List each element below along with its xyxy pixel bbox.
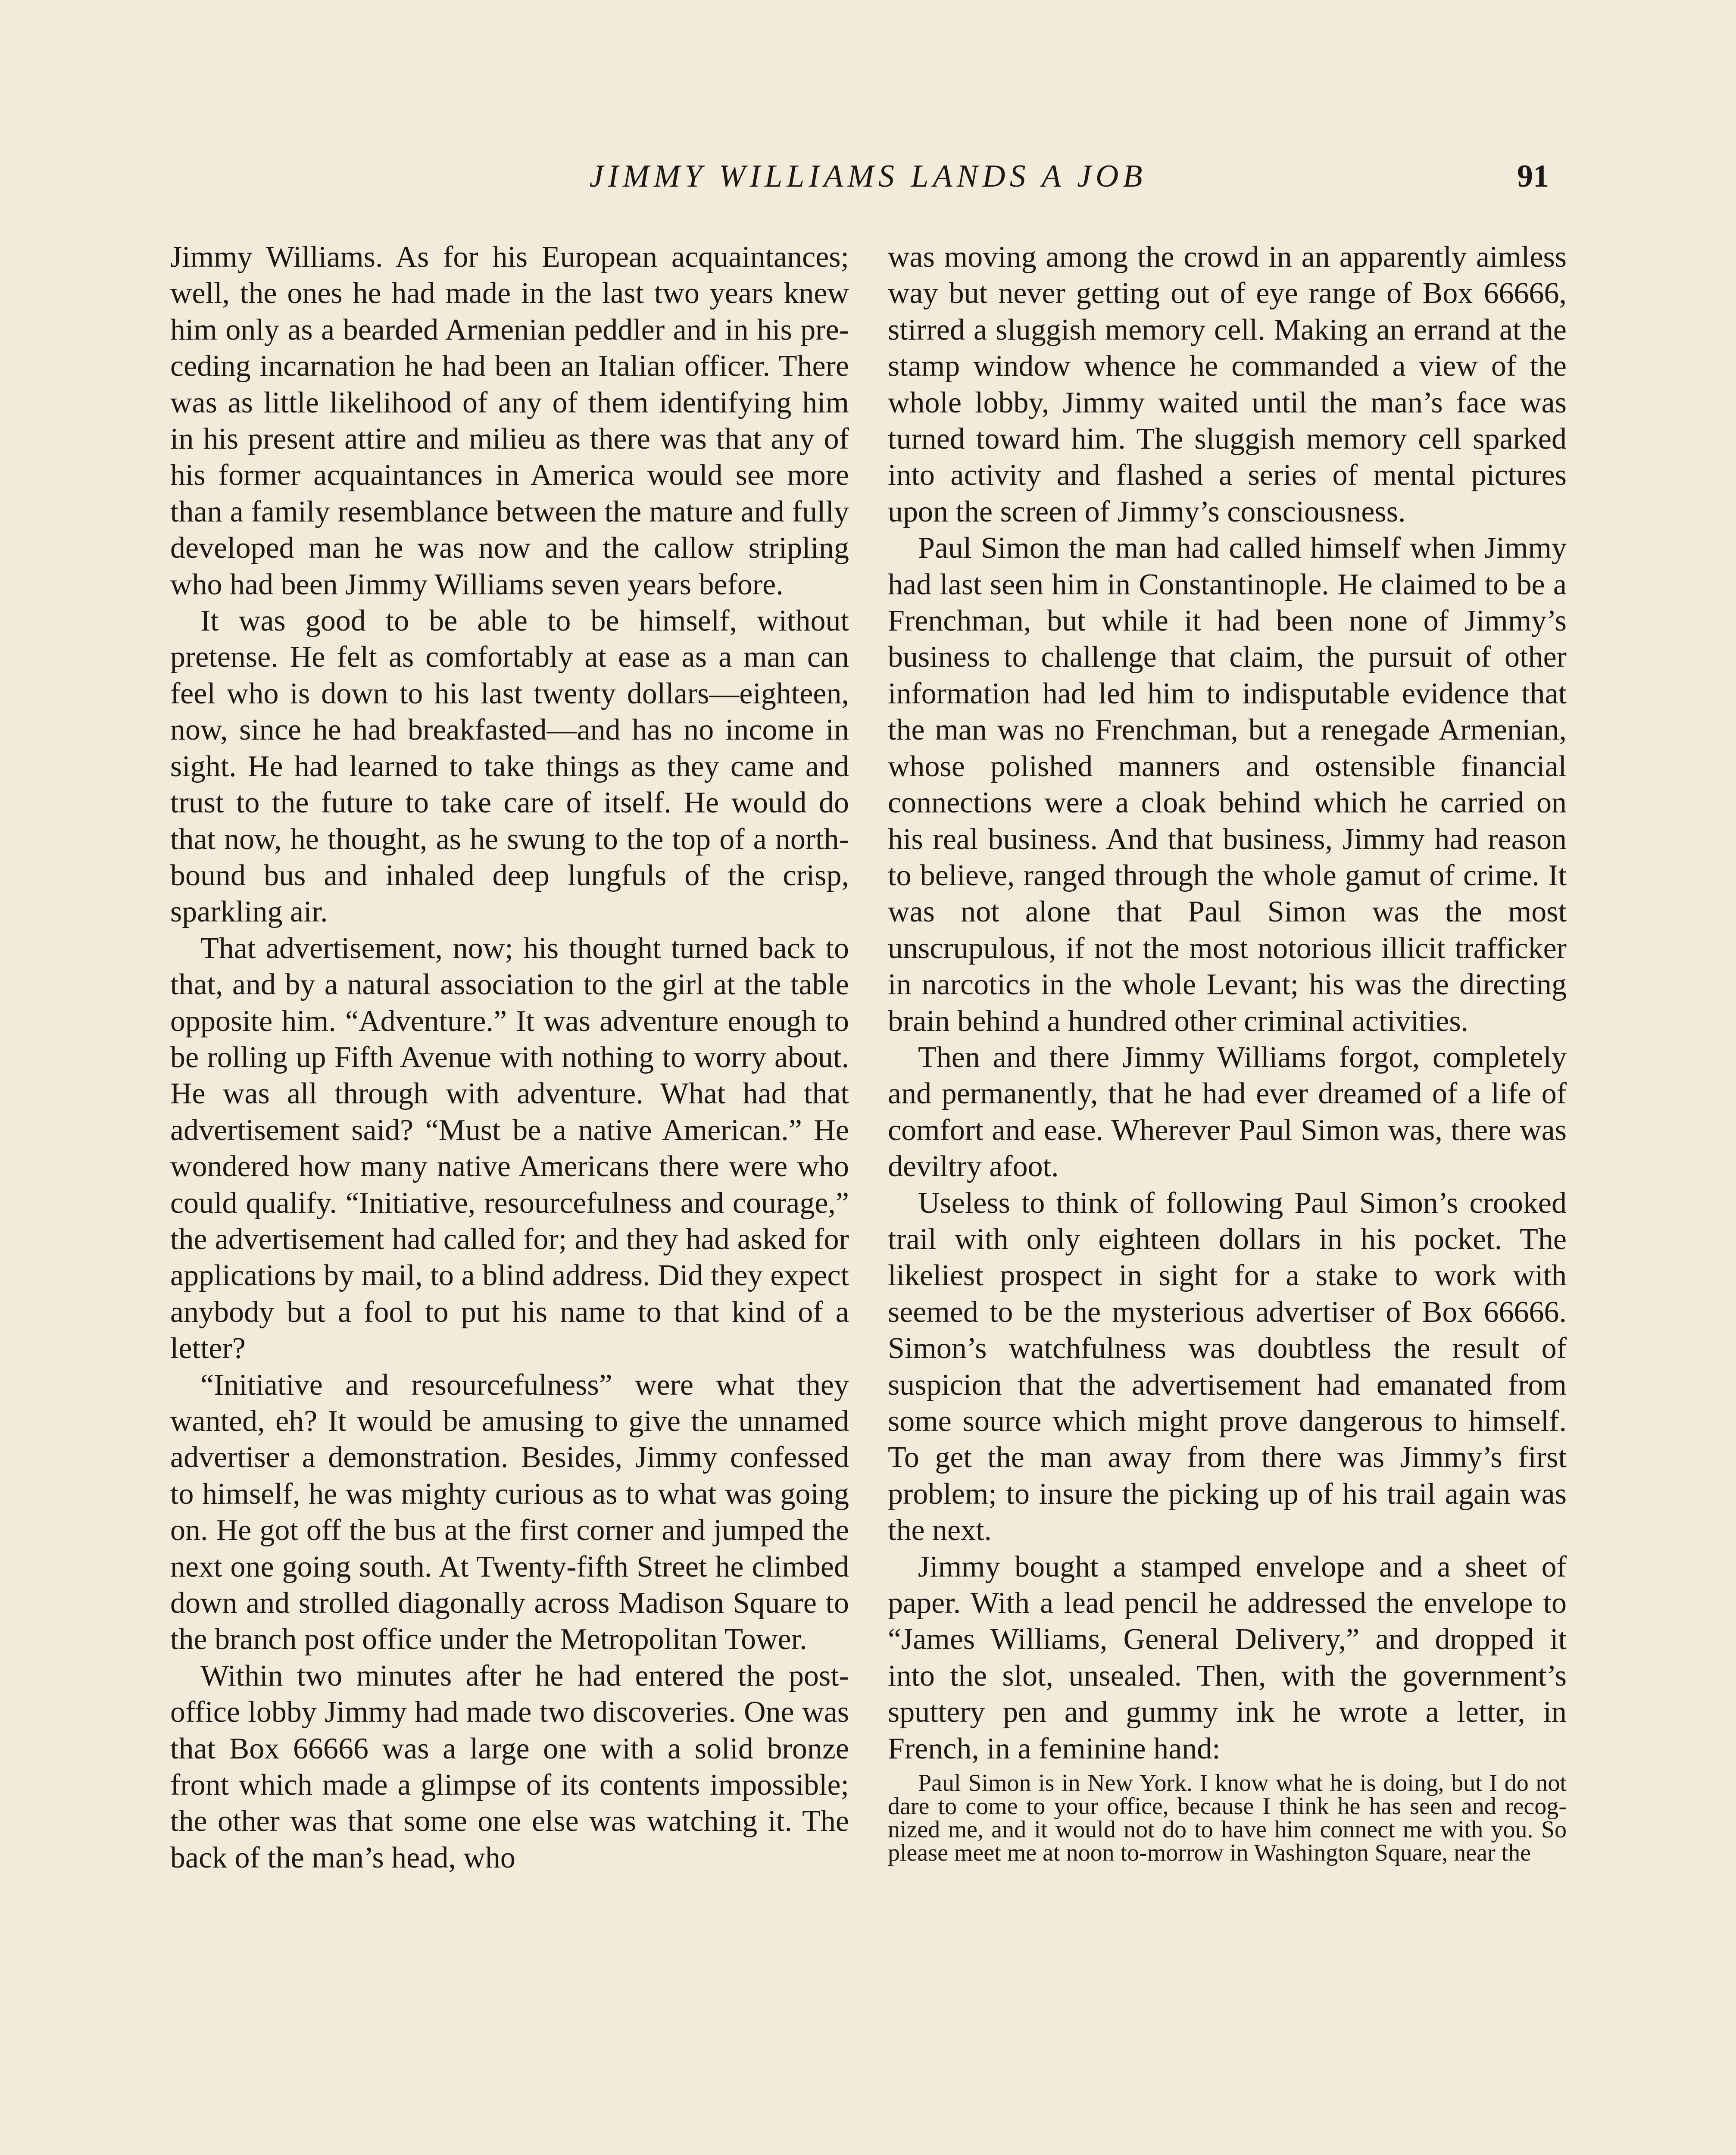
paragraph: was moving among the crowd in an apparently aimless way but never getting out of eye range of Box 66666, stirred a sluggish memory cell. Making an errand at the stamp window whence he commanded a view of the whole lobby, Jimmy waited until the man’s face was turned toward him. The sluggish memory cell sparked into activity and flashed a series of mental pictures upon the screen of Jimmy’s consciousness. xyxy=(888,240,1567,528)
running-header-title: JIMMY WILLIAMS LANDS A JOB xyxy=(589,159,1147,194)
paragraph: Jimmy Williams. As for his European acquaintances; well, the ones he had made in the last two years knew him only as a bearded Armenian peddler and in his preceding incarnation he had been an Italian officer. There was as little likelihood of any of them identifying him in his present attire and milieu as there was that any of his former acquaintances in America would see more than a family resemblance between the mature and fully developed man he was now and the callow stripling who had been Jimmy Williams seven years before. xyxy=(170,240,849,601)
paragraph: “Initiative and resourcefulness” were what they wanted, eh? It would be amusing to give the unnamed advertiser a demonstration. Besides, Jimmy confessed to himself, he was mighty curious as to what was going on. He got off the bus at the first corner and jumped the next one going south. At Twenty-fifth Street he climbed down and strolled diagonally across Madison Square to the branch post office under the Metropolitan Tower. xyxy=(170,1368,849,1656)
paragraph: Within two minutes after he had entered the post-office lobby Jimmy had made two discoveries. One was that Box 66666 was a large one with a solid bronze front which made a glimpse of its contents impossible; the other was that some one else was watching it. The back of the man’s head, who xyxy=(170,1659,849,1874)
paragraph: It was good to be able to be himself, without pretense. He felt as comfortably at ease as a man can feel who is down to his last twenty dollars—eighteen, now, since he had breakfasted—and has no income in sight. He had learned to take things as they came and trust to the future to take care of itself. He would do that now, he thought, as he swung to the top of a northbound bus and inhaled deep lungfuls of the crisp, sparkling air. xyxy=(170,604,849,929)
page-number: 91 xyxy=(1517,159,1549,194)
paragraph: Useless to think of following Paul Simon’s crooked trail with only eighteen dollars in his pocket. The likeliest prospect in sight for a stake to work with seemed to be the mysterious advertiser of Box 66666. Simon’s watchfulness was doubtless the result of suspicion that the advertisement had emanated from some source which might prove dangerous to himself. To get the man away from there was Jimmy’s first problem; to insure the picking up of his trail again was the next. xyxy=(888,1186,1567,1547)
letter-excerpt: Paul Simon is in New York. I know what he is doing, but I do not dare to come to your office, because I think he has seen and recognized me, and it would not do to have him connect me with you. So please meet me at noon to-morrow in Washington Square, near the xyxy=(888,1770,1567,1867)
paragraph: Paul Simon the man had called himself when Jimmy had last seen him in Constantinople. He claimed to be a Frenchman, but while it had been none of Jimmy’s business to challenge that claim, the pursuit of other information had led him to indisputable evidence that the man was no Frenchman, but a renegade Armenian, whose polished manners and ostensible financial connections were a cloak behind which he carried on his real business. And that business, Jimmy had reason to believe, ranged through the whole gamut of crime. It was not alone that Paul Simon was the most unscrupulous, if not the most notorious illicit trafficker in narcotics in the whole Levant; his was the directing brain behind a hundred other criminal activities. xyxy=(888,531,1567,1038)
right-column xyxy=(888,239,1567,1865)
left-column xyxy=(170,239,849,1876)
paragraph: Then and there Jimmy Williams forgot, completely and permanently, that he had ever dreamed of a life of comfort and ease. Wherever Paul Simon was, there was deviltry afoot. xyxy=(888,1040,1567,1184)
paragraph: That advertisement, now; his thought turned back to that, and by a natural association to the girl at the table opposite him. “Adventure.” It was adventure enough to be rolling up Fifth Avenue with nothing to worry about. He was all through with adventure. What had that advertisement said? “Must be a native American.” He wondered how many native Americans there were who could qualify. “Initiative, resourcefulness and courage,” the advertisement had called for; and they had asked for applications by mail, to a blind address. Did they expect anybody but a fool to put his name to that kind of a letter? xyxy=(170,931,849,1365)
paragraph: Jimmy bought a stamped envelope and a sheet of paper. With a lead pencil he addressed the envelope to “James Williams, General Delivery,” and dropped it into the slot, unsealed. Then, with the government’s sputtery pen and gummy ink he wrote a letter, in French, in a feminine hand: xyxy=(888,1550,1567,1765)
